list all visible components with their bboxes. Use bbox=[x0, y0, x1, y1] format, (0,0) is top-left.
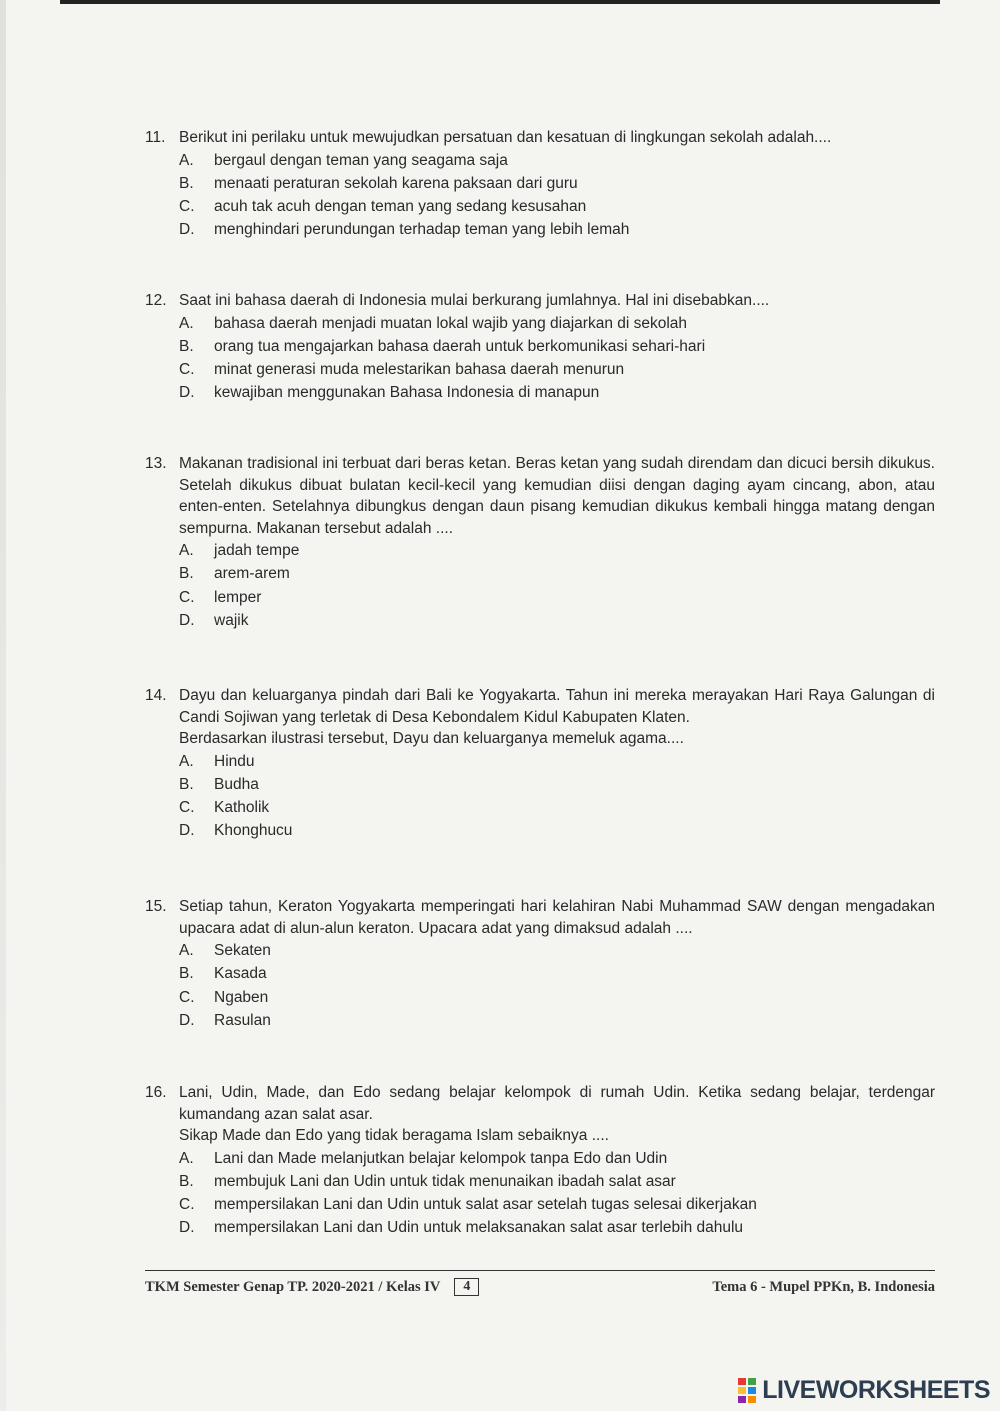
option-b[interactable]: B. Budha bbox=[179, 775, 259, 793]
option-list bbox=[179, 149, 935, 242]
option-list bbox=[179, 312, 935, 405]
logo-text: LIVEWORKSHEETS bbox=[762, 1376, 990, 1404]
option-d[interactable]: D. mempersilakan Lani dan Udin untuk melaksanakan salat asar terlebih dahulu bbox=[179, 1219, 744, 1237]
question-text: Makanan tradisional ini terbuat dari beras ketan. Beras ketan yang sudah direndam dan dicuci bersih dikukus. Setelah dikukus dibuat bulatan kecil-kecil yang kemudian diisi dengan daging ayam cincang, abon, atau enten-enten. Setelahnya dibungkus dengan daun pisang kemudian dikukus kembali hingga matang dengan sempurna. Makanan tersebut adalah .... bbox=[179, 455, 935, 537]
option-list bbox=[179, 1147, 935, 1240]
scan-edge bbox=[0, 0, 6, 1411]
option-d[interactable]: D. wajik bbox=[179, 611, 249, 629]
question-prompt: Berdasarkan ilustrasi tersebut, Dayu dan keluarganya memeluk agama.... bbox=[179, 730, 684, 747]
liveworksheets-grid-icon bbox=[738, 1378, 756, 1403]
question-text: Lani, Udin, Made, dan Edo sedang belajar kelompok di rumah Udin. Ketika sedang belajar, terdengar kumandang azan salat asar. bbox=[179, 1084, 935, 1123]
option-b[interactable]: B. membujuk Lani dan Udin untuk tidak menunaikan ibadah salat asar bbox=[179, 1172, 676, 1190]
page-number: 4 bbox=[454, 1278, 479, 1296]
option-list bbox=[179, 939, 935, 1032]
option-list bbox=[179, 539, 935, 632]
question-prompt: Sikap Made dan Edo yang tidak beragama Islam sebaiknya .... bbox=[179, 1127, 609, 1144]
option-d[interactable]: D. Khonghucu bbox=[179, 822, 293, 840]
option-a[interactable]: A. bergaul dengan teman yang seagama saja bbox=[179, 151, 508, 169]
question-number: 14. bbox=[145, 687, 167, 704]
option-a[interactable]: A. Lani dan Made melanjutkan belajar kelompok tanpa Edo dan Udin bbox=[179, 1149, 668, 1167]
option-a[interactable]: A. Sekaten bbox=[179, 942, 271, 959]
footer-exam-info: TKM Semester Genap TP. 2020-2021 / Kelas IV bbox=[145, 1278, 441, 1295]
option-b[interactable]: B. arem-arem bbox=[179, 565, 290, 583]
footer-subject: Tema 6 - Mupel PPKn, B. Indonesia bbox=[712, 1278, 935, 1295]
question-13 bbox=[145, 453, 935, 632]
question-number: 13. bbox=[145, 455, 167, 472]
option-d[interactable]: D. Rasulan bbox=[179, 1011, 271, 1029]
option-a[interactable]: A. Hindu bbox=[179, 752, 255, 770]
question-text: Dayu dan keluarganya pindah dari Bali ke Yogyakarta. Tahun ini mereka merayakan Hari Raya Galungan di Candi Sojiwan yang terletak di Desa Kebondalem Kidul Kabupaten Klaten. bbox=[179, 687, 935, 726]
page-footer bbox=[145, 1278, 935, 1296]
question-14 bbox=[145, 685, 935, 843]
question-16 bbox=[145, 1082, 935, 1240]
top-border-line bbox=[60, 0, 940, 4]
question-12 bbox=[145, 290, 935, 405]
question-15 bbox=[145, 896, 935, 1032]
option-b[interactable]: B. Kasada bbox=[179, 965, 267, 983]
footer-divider bbox=[145, 1270, 935, 1271]
option-c[interactable]: C. lemper bbox=[179, 588, 262, 606]
question-number: 11. bbox=[145, 129, 166, 146]
option-c[interactable]: C. minat generasi muda melestarikan bahasa daerah menurun bbox=[179, 361, 625, 379]
question-text: Saat ini bahasa daerah di Indonesia mulai berkurang jumlahnya. Hal ini disebabkan.... bbox=[179, 292, 770, 309]
option-c[interactable]: C. mempersilakan Lani dan Udin untuk salat asar setelah tugas selesai dikerjakan bbox=[179, 1196, 757, 1214]
option-d[interactable]: D. menghindari perundungan terhadap teman yang lebih lemah bbox=[179, 221, 630, 239]
question-11 bbox=[145, 127, 935, 242]
option-list bbox=[179, 750, 935, 843]
question-text: Berikut ini perilaku untuk mewujudkan persatuan dan kesatuan di lingkungan sekolah adalah.... bbox=[179, 129, 832, 146]
question-number: 16. bbox=[145, 1084, 167, 1101]
question-number: 12. bbox=[145, 292, 167, 309]
option-a[interactable]: A. bahasa daerah menjadi muatan lokal wajib yang diajarkan di sekolah bbox=[179, 314, 688, 332]
option-c[interactable]: C. acuh tak acuh dengan teman yang sedang kesusahan bbox=[179, 198, 587, 216]
option-b[interactable]: B. menaati peraturan sekolah karena paksaan dari guru bbox=[179, 174, 578, 192]
question-number: 15. bbox=[145, 898, 167, 915]
option-c[interactable]: C. Katholik bbox=[179, 799, 270, 817]
option-b[interactable]: B. orang tua mengajarkan bahasa daerah untuk berkomunikasi sehari-hari bbox=[179, 337, 706, 355]
option-a[interactable]: A. jadah tempe bbox=[179, 542, 300, 559]
question-text: Setiap tahun, Keraton Yogyakarta memperingati hari kelahiran Nabi Muhammad SAW dengan mengadakan upacara adat di alun-alun keraton. Upacara adat yang dimaksud adalah .... bbox=[179, 898, 935, 937]
option-d[interactable]: D. kewajiban menggunakan Bahasa Indonesia di manapun bbox=[179, 384, 600, 402]
option-c[interactable]: C. Ngaben bbox=[179, 988, 269, 1006]
liveworksheets-logo[interactable] bbox=[738, 1376, 990, 1405]
